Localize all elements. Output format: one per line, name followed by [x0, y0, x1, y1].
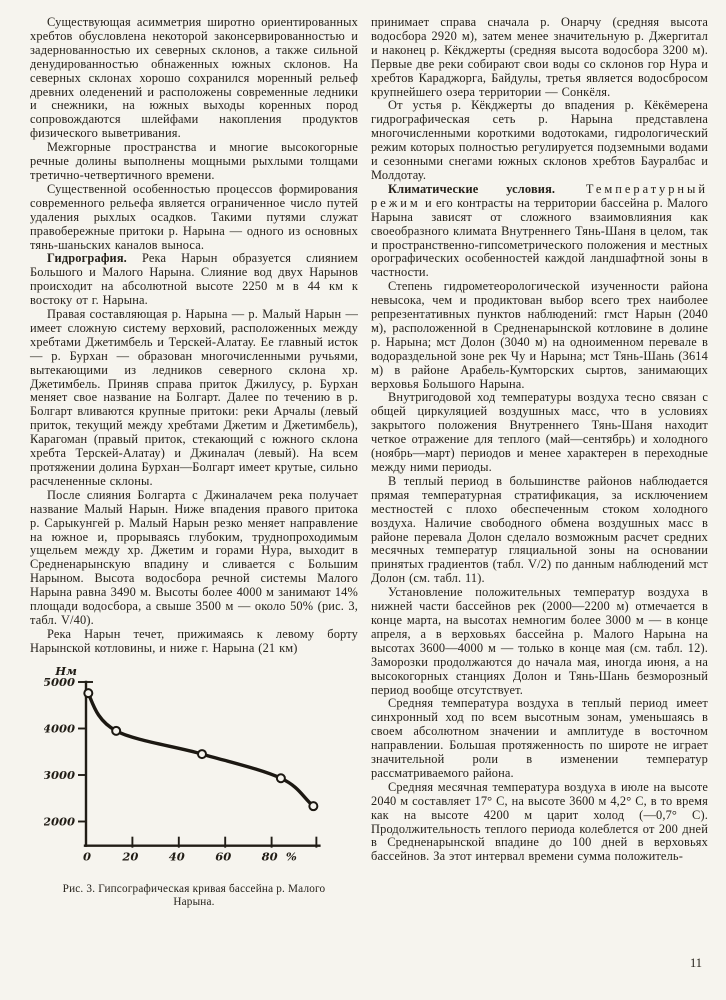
- section-heading-hydrography: Гидрография.: [47, 251, 127, 266]
- paragraph-text: В теплый период в большинстве районов наблюдается прямая температурная стратификация, за исключением местностей с плохо обеспеченным стоком холодного воздуха. Наличие свободного обмена воздушных масс в районе перевала Долон сделало возможным расчет средних месячных температур гляциальной зоны на основании принятых градиентов (табл. V/2) по данным наблюдений мст Долон (см. табл. 11).: [371, 473, 708, 586]
- paragraph: [371, 391, 708, 474]
- svg-text:20: 20: [122, 849, 139, 864]
- right-column: [371, 16, 708, 910]
- paragraph-text: Правая составляющая р. Нарына — р. Малый Нарын — имеет сложную систему верховий, расположенных между хребтами Джетимбель и Терскей-Алатау. Ее главный исток — р. Бурхан — образован многочисленными ручьями, вытекающими из ледников северного склона хр. Джетимбель. Приняв справа приток Джилусу, р. Бурхан меняет свое название на Болгарт. Далее по течению в р. Болгарт вливаются крупные притоки: реки Арчалы (левый приток, текущий между хребтами Джетим и Джетимбель), Карагоман (правый приток, стекающий с южного склона хребта Терскей-Алатау) и Джиналач (левый). На всем протяжении долина Бурхан—Болгарт имеет крутые, сильно расчлененные склоны.: [30, 307, 358, 488]
- page-number: 11: [689, 956, 702, 970]
- paragraph: [371, 586, 708, 697]
- paragraph: [30, 141, 358, 183]
- paragraph: [371, 16, 708, 99]
- paragraph-text: Река Нарын течет, прижимаясь к левому борту Нарынской котловины, и ниже г. Нарына (21 км): [30, 626, 358, 655]
- paragraph-text: Степень гидрометеорологической изученности района невысока, чем и продиктован выбор всего трех наиболее репрезентативных пунктов наблюдений: гмст Нарын (2040 м), расположенной в Средненарынской котловине в долине р. Нарына; мст Долон (3040 м) на одноименном перевале в водораздельной зоне рек Чу и Нарына; мст Тянь-Шань (3614 м) в районе Арабель-Кумторских сыртов, занимающих верховья Большого Нарына.: [371, 279, 708, 391]
- paragraph: [30, 628, 358, 656]
- paragraph-text: Средняя температура воздуха в теплый период имеет синхронный ход по всем высотным зонам, уменьшаясь в своем абсолютном значении и амплитуде в восточном направлении. Большая протяженность по широте не играет значительной роли в изменении температур рассматриваемого района.: [371, 696, 708, 780]
- emphasized-term: Температурный режим: [371, 181, 709, 210]
- paragraph-text: Средняя месячная температура воздуха в июле на высоте 2040 м составляет 17° С, на высоте 3600 м 4,2° С, в то время как на высоте 4200 м царит холод (—0,7° С). Продолжительность теплого периода колеблется от 200 дней в Средненарынской впадине до 100 дней в верховьях бассейнов. За этот интервал времени сумма положитель-: [371, 779, 709, 864]
- paragraph-text: Межгорные пространства и многие высокогорные речные долины выполнены мощными рыхлыми толщами третично-четвертичного времени.: [30, 140, 358, 182]
- paragraph-text: Река Нарын образуется слиянием Большого и Малого Нарына. Слияние вод двух Нарынов происходит на абсолютной высоте 2250 м в 44 км к востоку от г. Нарына.: [30, 251, 358, 308]
- paragraph: [371, 697, 708, 780]
- paragraph-text: После слияния Болгарта с Джиналачем река получает название Малый Нарын. Ниже впадения правого притока р. Сарыкунгей р. Малый Нарын резко меняет направление на южное и, прорываясь глубоким, труднопроходимым ущельем между хр. Джетим и горами Нура, выходит в Средненарынскую впадину и сливается с Большим Нарыном. Высота водосбора речной системы Малого Нарына равна 3490 м. Высоты более 4000 м занимают 14% площади водосбора, а свыше 3500 м — около 50% (рис. 3, табл. V/40).: [30, 487, 358, 627]
- paragraph: [371, 475, 708, 586]
- paragraph: [371, 781, 708, 864]
- paragraph-hydrography: [30, 252, 358, 308]
- svg-text:Нм: Нм: [55, 665, 77, 678]
- svg-text:%: %: [285, 849, 297, 864]
- paragraph-text: Существенной особенностью процессов формирования современного рельефа является ограниченное число путей удаления рыхлых осадков. Такими путями служат правобережные притоки р. Нарына — одного из основных тянь-шаньских каналов выноса.: [30, 181, 358, 252]
- svg-text:3000: 3000: [44, 767, 75, 782]
- paragraph: [30, 183, 358, 253]
- paragraph-text: Внутригодовой ход температуры воздуха тесно связан с общей циркуляцией воздушных масс, что в условиях закрытого положения Внутреннего Тянь-Шаня находит четкое отражение для теплого (май—сентябрь) и холодного (ноябрь—март) периодов и менее характерен в переходные между ними периоды.: [371, 390, 708, 474]
- hypsographic-figure: [30, 666, 358, 910]
- hypsographic-chart: [44, 666, 336, 866]
- paragraph: [30, 16, 358, 141]
- paragraph-text: От устья р. Кёкджерты до впадения р. Кёкёмерена гидрографическая сеть р. Нарына представлена многочисленными короткими водотоками, гидрологический режим которых полностью регулируется подземными водами и сезонными снегами южных склонов хребтов Бауралбас и Молдотау.: [371, 98, 708, 182]
- svg-text:80: 80: [261, 849, 278, 864]
- chart-wrap: [44, 666, 358, 871]
- svg-text:40: 40: [168, 849, 185, 864]
- paragraph-text: Установление положительных температур воздуха в нижней части бассейнов рек (2000—2200 м) отмечается в конце марта, на высотах немногим более 3000 м — в конце апреля, а в верховьях бассейна р. Малого Нарына на высотах 3600—4000 м — только в конце мая (см. табл. 12). Заморозки продолжаются до начала мая, иногда июня, а на высокогорных станциях Долон и Тянь-Шань безморозный период вообще отсутствует.: [371, 585, 708, 697]
- section-heading-climate: Климатические условия.: [388, 181, 556, 196]
- left-column: [30, 16, 358, 910]
- paragraph-text: принимает справа сначала р. Онарчу (средняя высота водосбора 2920 м), затем менее значительную р. Джергитал и наконец р. Кёкджерты (средняя высота водосбора 3200 м). Первые две реки собирают свои воды со склонов гор Нура и хребтов Караджорга, Байдулы, третья является водосбросом крупнейшего озера территории — Сонкёля.: [371, 15, 708, 99]
- figure-caption: Рис. 3. Гипсографическая кривая бассейна р. Малого Нарына.: [62, 882, 326, 909]
- paragraph: [30, 308, 358, 489]
- svg-text:4000: 4000: [44, 721, 75, 736]
- paragraph-text: и его контрасты на территории бассейна р. Малого Нарына зависят от сложного взаимовлияния как своеобразного климата Внутреннего Тянь-Шаня в целом, так и пространственно-гипсометрического положения и местных орографических особенностей каждой ландшафтной зоны в частности.: [371, 195, 708, 280]
- paragraph: [371, 280, 708, 391]
- svg-text:5000: 5000: [44, 674, 75, 689]
- paragraph: [371, 99, 708, 182]
- paragraph: [30, 489, 358, 628]
- paragraph-climate: [371, 183, 708, 280]
- svg-text:60: 60: [215, 849, 232, 864]
- svg-text:0: 0: [82, 849, 92, 864]
- paragraph-text: Существующая асимметрия широтно ориентированных хребтов обусловлена некоторой законсервированностью и задернованностью их северных склонов, а также сильной денудированностью обнаженных южных склонов. На северных склонах хорошо сохранился моренный рельеф древних оледенений и расположены современные ледники и снежники, на южных выходы коренных пород сопровождаются шлейфами накопления продуктов физического выветривания.: [30, 15, 358, 141]
- svg-text:2000: 2000: [44, 814, 75, 829]
